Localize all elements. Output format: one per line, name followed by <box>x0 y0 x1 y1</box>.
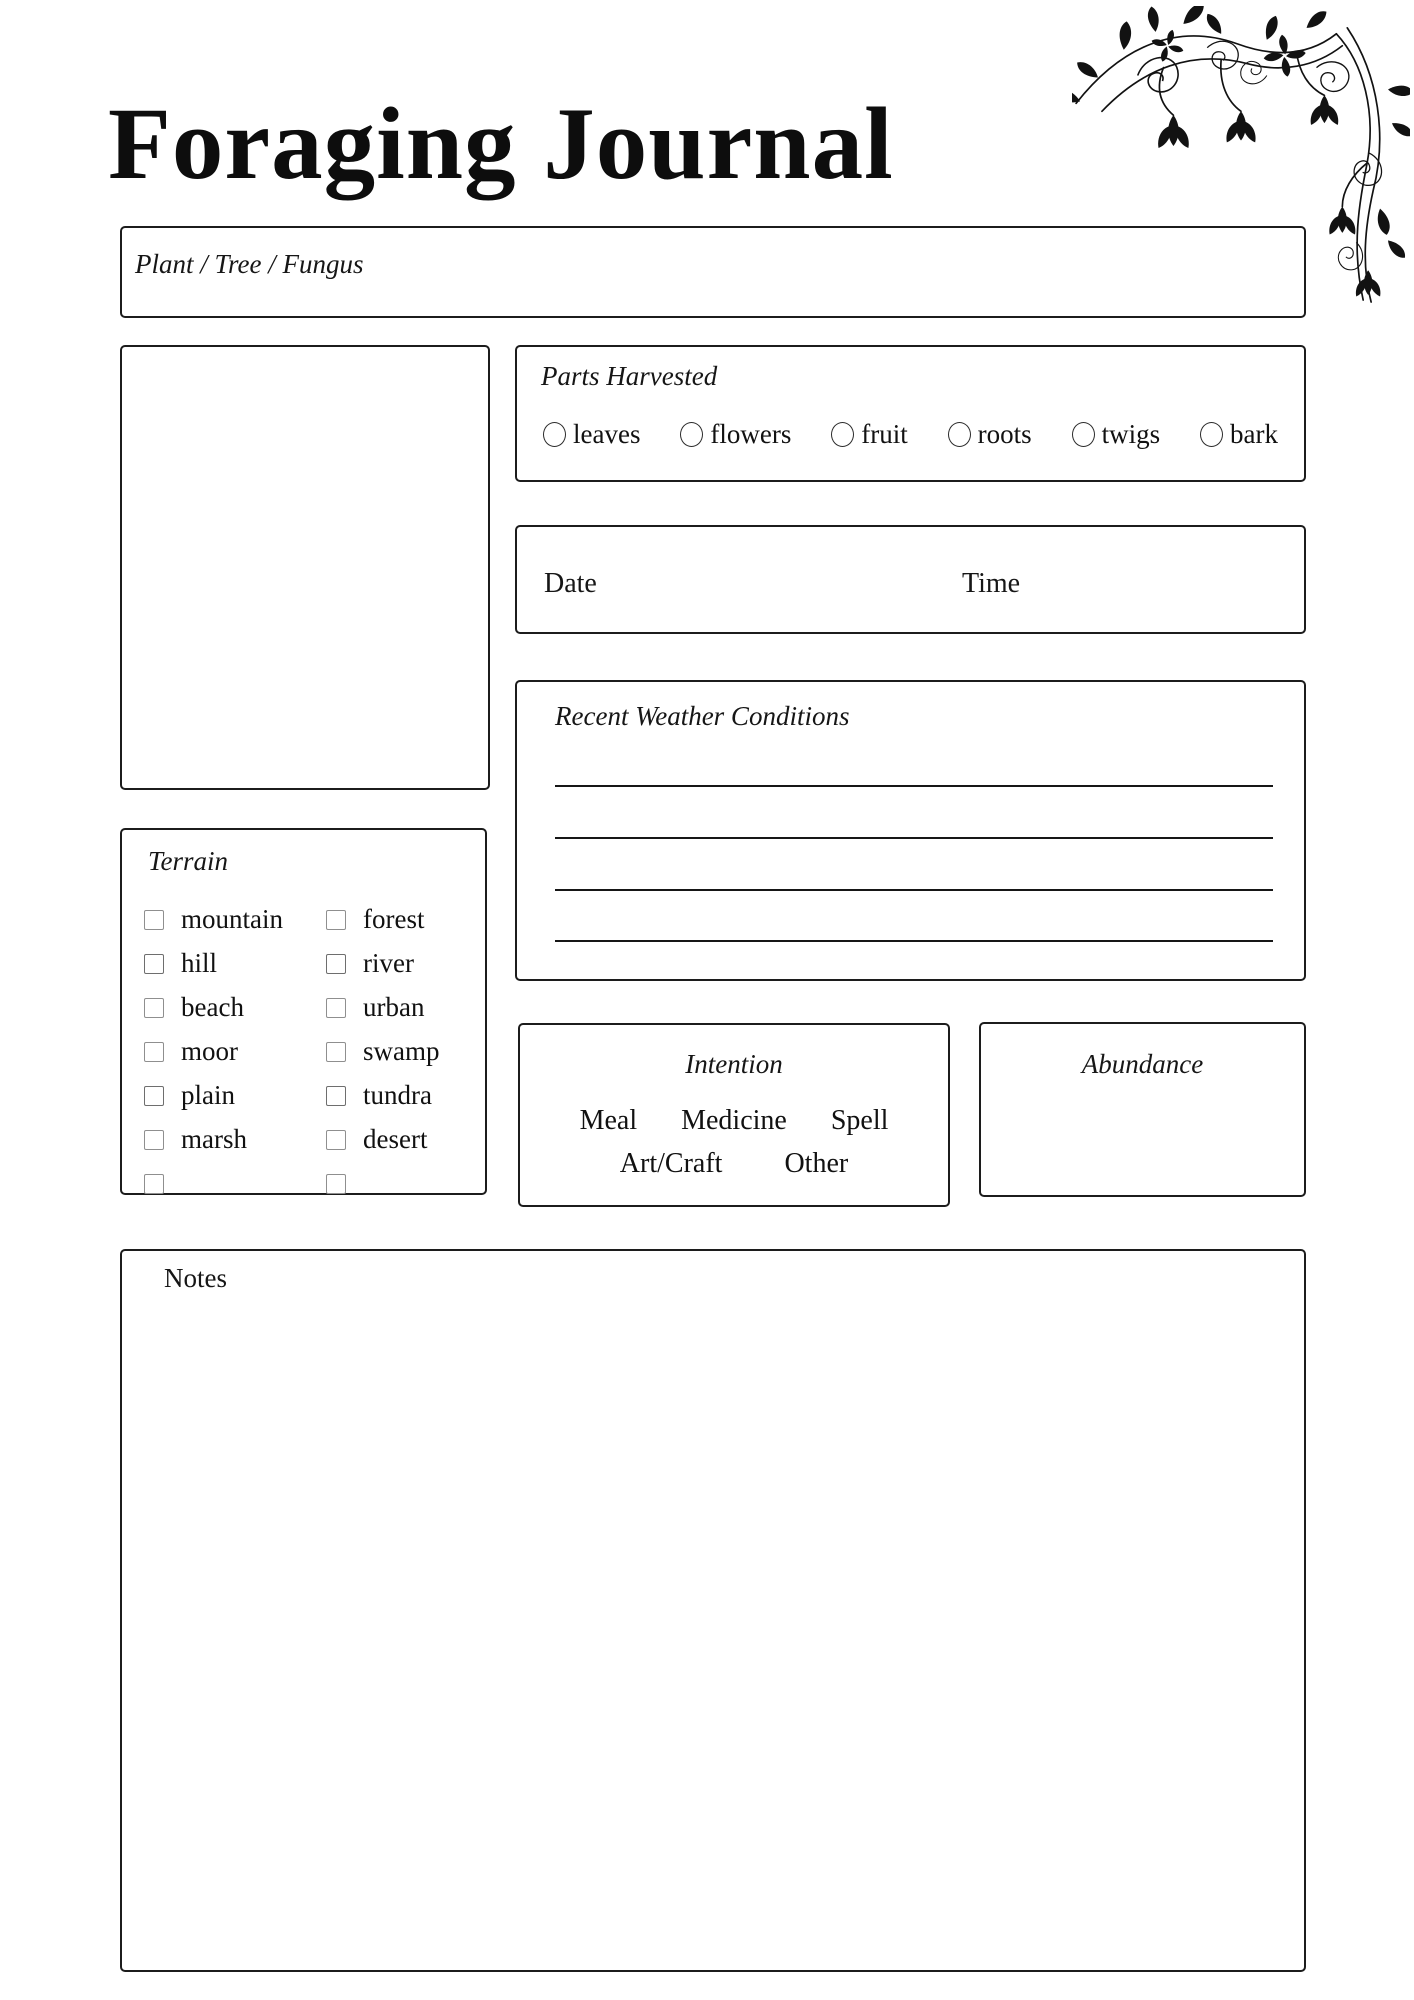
checkbox-mountain[interactable] <box>144 904 283 935</box>
plant-label: Plant / Tree / Fungus <box>135 249 364 279</box>
empty-checkbox-icon <box>144 910 164 930</box>
abundance-label: Abundance <box>1081 1049 1204 1079</box>
intention-option-medicine[interactable]: Medicine <box>681 1105 787 1136</box>
empty-checkbox-icon <box>326 1042 346 1062</box>
intention-box <box>518 1023 950 1207</box>
checkbox-custom-left[interactable] <box>144 1168 283 1199</box>
checkbox-beach[interactable] <box>144 992 283 1023</box>
checkbox-tundra[interactable] <box>326 1080 440 1111</box>
empty-checkbox-icon <box>144 1174 164 1194</box>
empty-checkbox-icon <box>144 1130 164 1150</box>
checkbox-hill[interactable] <box>144 948 283 979</box>
radio-option-flowers[interactable] <box>680 419 791 450</box>
checkbox-river[interactable] <box>326 948 440 979</box>
checkbox-label: swamp <box>363 1036 440 1066</box>
intention-options-row-2 <box>520 1148 948 1180</box>
checkbox-label: desert <box>363 1124 428 1154</box>
checkbox-plain[interactable] <box>144 1080 283 1111</box>
weather-writing-line[interactable] <box>555 785 1273 787</box>
intention-options-row-1 <box>520 1105 948 1137</box>
intention-option-meal[interactable]: Meal <box>579 1105 638 1136</box>
parts-harvested-label: Parts Harvested <box>541 361 718 391</box>
empty-radio-circle-icon <box>543 422 566 447</box>
empty-radio-circle-icon <box>948 422 971 447</box>
page-title: Foraging Journal <box>108 87 894 201</box>
weather-writing-line[interactable] <box>555 940 1273 942</box>
checkbox-forest[interactable] <box>326 904 440 935</box>
date-time-box <box>515 525 1306 634</box>
date-field[interactable] <box>612 527 942 632</box>
radio-label: roots <box>977 419 1032 449</box>
radio-label: twigs <box>1101 419 1161 449</box>
notes-area[interactable] <box>120 1249 1306 1972</box>
empty-radio-circle-icon <box>680 422 703 447</box>
checkbox-label: plain <box>181 1080 235 1110</box>
empty-checkbox-icon <box>326 1130 346 1150</box>
terrain-label: Terrain <box>148 846 229 876</box>
radio-option-leaves[interactable] <box>543 419 640 450</box>
checkbox-label: tundra <box>363 1080 432 1110</box>
empty-radio-circle-icon <box>1072 422 1095 447</box>
empty-checkbox-icon <box>144 998 164 1018</box>
intention-option-art-craft[interactable]: Art/Craft <box>619 1148 723 1179</box>
checkbox-swamp[interactable] <box>326 1036 440 1067</box>
date-label: Date <box>544 568 597 599</box>
weather-writing-line[interactable] <box>555 837 1273 839</box>
plant-name-field[interactable] <box>120 226 1306 318</box>
checkbox-label: beach <box>181 992 244 1022</box>
checkbox-label: forest <box>363 904 425 934</box>
radio-option-bark[interactable] <box>1200 419 1278 450</box>
radio-label: fruit <box>861 419 908 449</box>
radio-option-twigs[interactable] <box>1072 419 1161 450</box>
checkbox-label: mountain <box>181 904 283 934</box>
radio-option-roots[interactable] <box>948 419 1032 450</box>
intention-option-spell[interactable]: Spell <box>830 1105 889 1136</box>
checkbox-urban[interactable] <box>326 992 440 1023</box>
checkbox-label: marsh <box>181 1124 247 1154</box>
checkbox-label: hill <box>181 948 218 978</box>
empty-radio-circle-icon <box>831 422 854 447</box>
empty-checkbox-icon <box>144 1042 164 1062</box>
empty-checkbox-icon <box>326 910 346 930</box>
parts-harvested-options <box>543 419 1278 450</box>
intention-label: Intention <box>685 1049 783 1079</box>
terrain-column-2 <box>326 904 440 1199</box>
intention-option-other[interactable]: Other <box>784 1148 849 1179</box>
checkbox-desert[interactable] <box>326 1124 440 1155</box>
sketch-box[interactable] <box>120 345 490 790</box>
empty-checkbox-icon <box>326 998 346 1018</box>
weather-writing-line[interactable] <box>555 889 1273 891</box>
time-field[interactable] <box>1037 527 1304 632</box>
empty-checkbox-icon <box>326 954 346 974</box>
empty-checkbox-icon <box>326 1086 346 1106</box>
radio-label: bark <box>1230 419 1278 449</box>
weather-conditions-box <box>515 680 1306 981</box>
radio-label: flowers <box>710 419 792 449</box>
empty-checkbox-icon <box>144 1086 164 1106</box>
empty-checkbox-icon <box>326 1174 346 1194</box>
abundance-box[interactable] <box>979 1022 1306 1197</box>
empty-radio-circle-icon <box>1200 422 1223 447</box>
terrain-box <box>120 828 487 1195</box>
checkbox-marsh[interactable] <box>144 1124 283 1155</box>
checkbox-custom-right[interactable] <box>326 1168 440 1199</box>
checkbox-moor[interactable] <box>144 1036 283 1067</box>
time-label: Time <box>962 568 1021 599</box>
weather-label: Recent Weather Conditions <box>555 701 850 731</box>
radio-option-fruit[interactable] <box>831 419 908 450</box>
notes-label: Notes <box>164 1263 227 1293</box>
empty-checkbox-icon <box>144 954 164 974</box>
radio-label: leaves <box>573 419 641 449</box>
checkbox-label: urban <box>363 992 425 1022</box>
checkbox-label: river <box>363 948 414 978</box>
parts-harvested-box <box>515 345 1306 482</box>
checkbox-label: moor <box>181 1036 238 1066</box>
terrain-column-1 <box>144 904 283 1199</box>
